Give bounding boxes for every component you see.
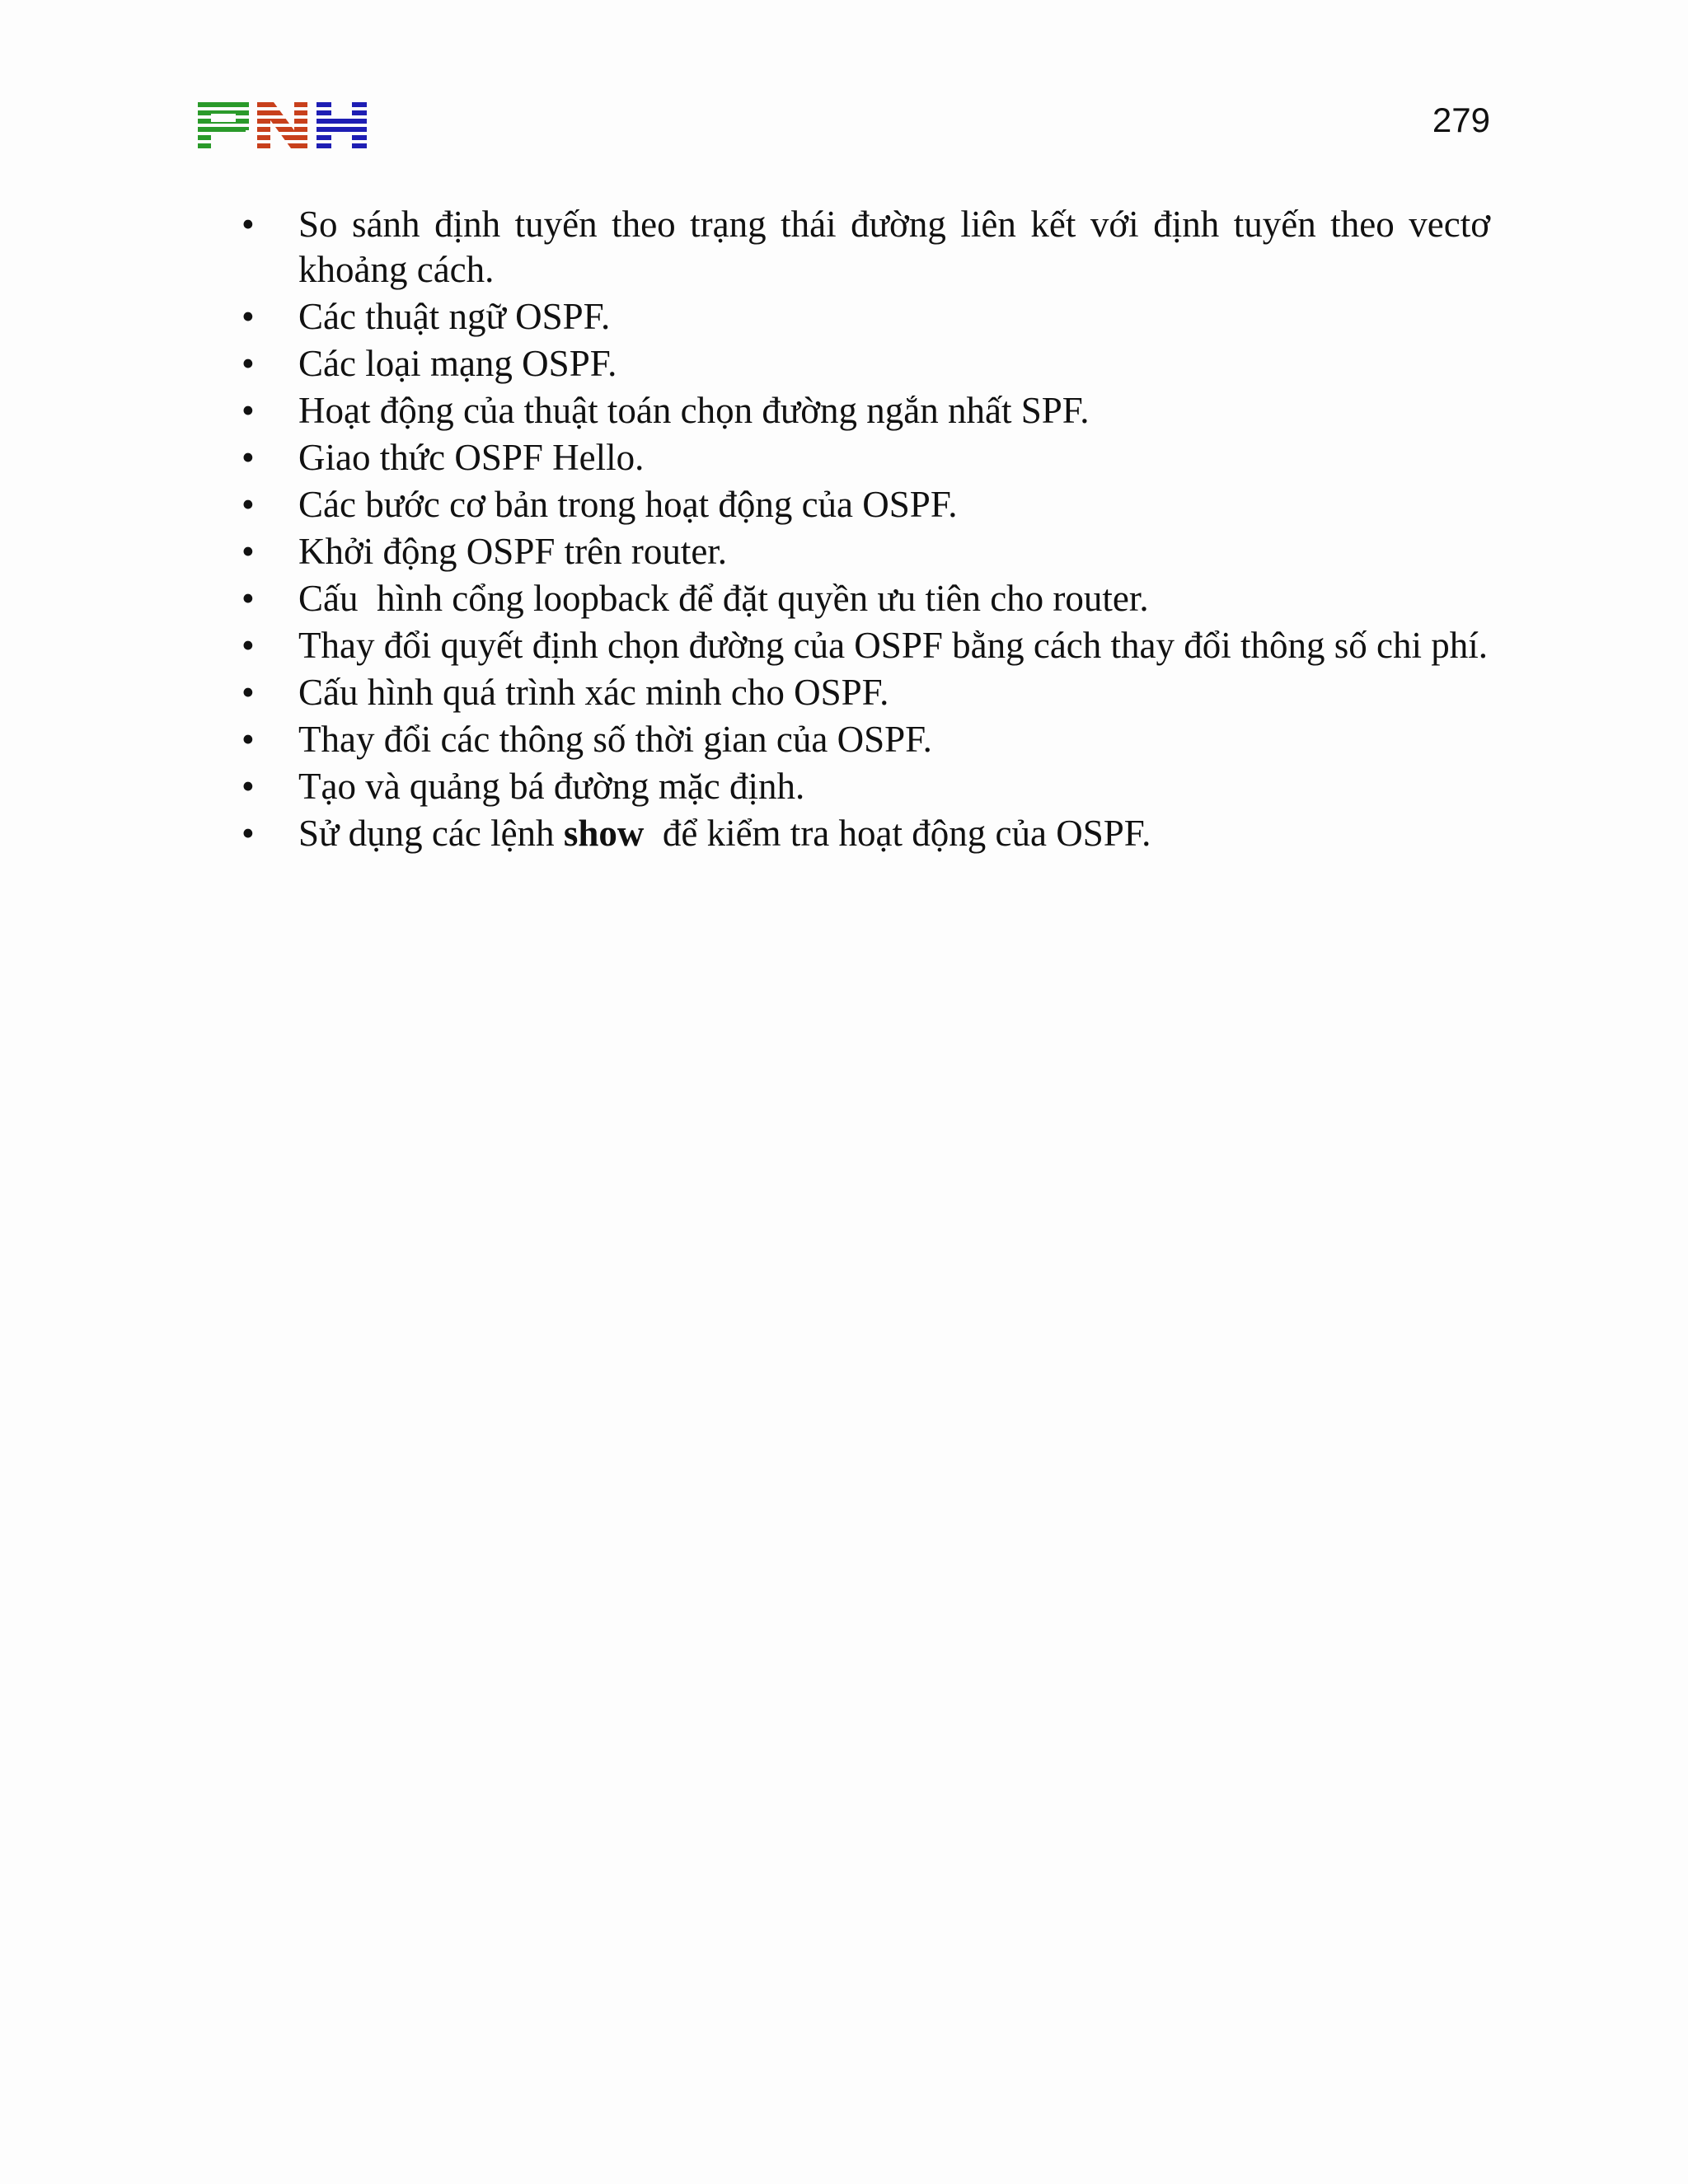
list-item-text [298, 813, 1151, 854]
list-item [235, 202, 1490, 293]
list-item [235, 576, 1490, 621]
list-item-text: Các bước cơ bản trong hoạt động của OSPF. [298, 484, 958, 525]
show-command: show [563, 813, 645, 854]
bullet-icon: • [241, 625, 255, 666]
list-item-text: Giao thức OSPF Hello. [298, 437, 645, 478]
list-item-text: So sánh định tuyến theo trạng thái đường liên kết với định tuyến theo vectơ khoảng cách. [298, 204, 1490, 290]
list-item-text: Khởi động OSPF trên router. [298, 531, 728, 572]
list-item-text: Cấu hình quá trình xác minh cho OSPF. [298, 672, 889, 713]
bullet-icon: • [241, 484, 255, 525]
list-item [235, 670, 1490, 715]
page-number: 279 [1432, 101, 1490, 139]
bullet-icon: • [241, 813, 255, 854]
bullet-icon: • [241, 204, 255, 245]
list-item [235, 764, 1490, 809]
list-item-text-before: Sử dụng các lệnh [298, 813, 564, 854]
list-item-text-after: để kiểm tra hoạt động của OSPF. [644, 813, 1151, 854]
bullet-icon: • [241, 672, 255, 713]
list-item-text: Tạo và quảng bá đường mặc định. [298, 766, 805, 807]
logo-letter-h [316, 102, 367, 148]
list-item [235, 529, 1490, 574]
bullet-icon: • [241, 531, 255, 572]
list-item [235, 388, 1490, 434]
list-item [235, 717, 1490, 762]
bullet-icon: • [241, 343, 255, 384]
bullet-icon: • [241, 578, 255, 619]
list-item [235, 294, 1490, 340]
list-item-text: Các thuật ngữ OSPF. [298, 296, 611, 337]
list-item [235, 623, 1490, 668]
bullet-icon: • [241, 296, 255, 337]
objectives-list [235, 202, 1490, 858]
logo-letter-n [257, 102, 307, 148]
logo-letter-p [198, 102, 249, 148]
bullet-icon: • [241, 437, 255, 478]
list-item-text: Thay đổi quyết định chọn đường của OSPF bằng cách thay đổi thông số chi phí. [298, 625, 1488, 666]
bullet-icon: • [241, 719, 255, 760]
list-item [235, 811, 1490, 856]
list-item [235, 341, 1490, 387]
list-item [235, 482, 1490, 527]
pnh-logo-graphic [198, 102, 367, 148]
list-item [235, 435, 1490, 480]
list-item-text: Thay đổi các thông số thời gian của OSPF. [298, 719, 932, 760]
bullet-icon: • [241, 766, 255, 807]
bullet-icon: • [241, 390, 255, 431]
list-item-text: Các loại mạng OSPF. [298, 343, 617, 384]
list-item-text: Hoạt động của thuật toán chọn đường ngắn nhất SPF. [298, 390, 1090, 431]
list-item-text: Cấu hình cổng loopback để đặt quyền ưu tiên cho router. [298, 578, 1149, 619]
pnh-logo [198, 102, 367, 148]
